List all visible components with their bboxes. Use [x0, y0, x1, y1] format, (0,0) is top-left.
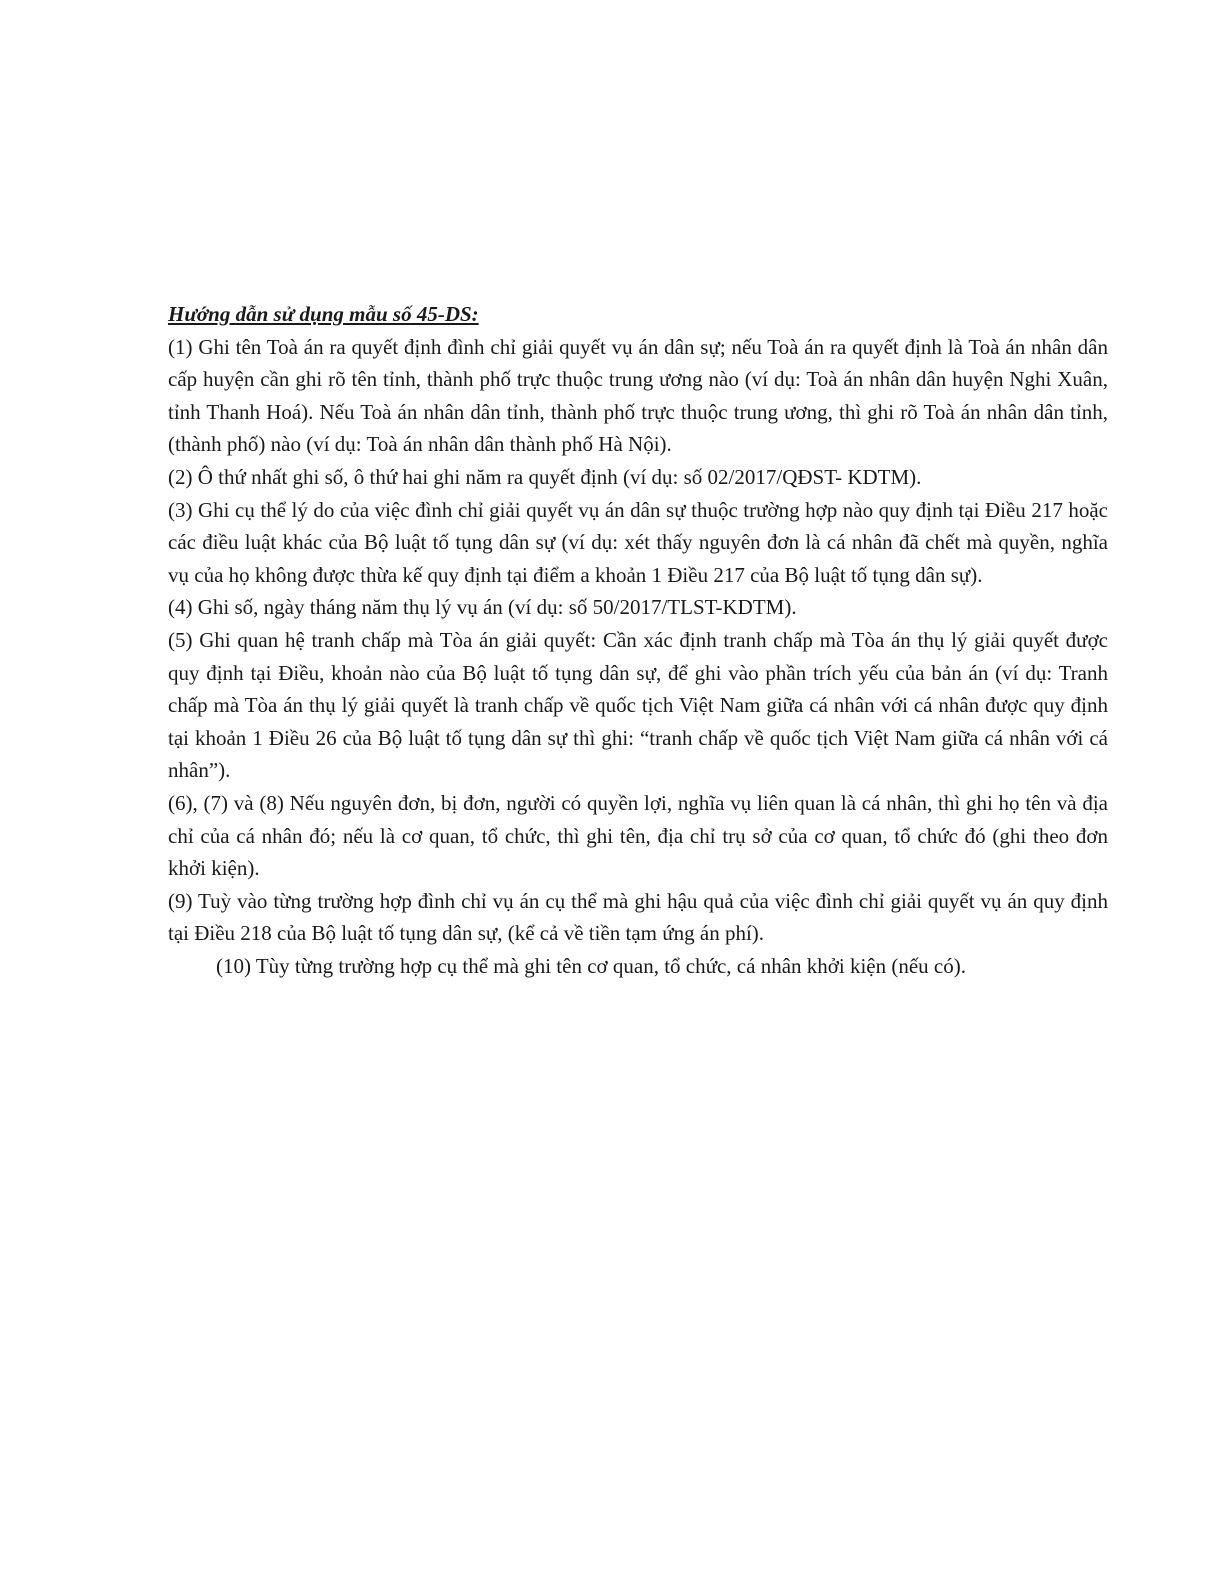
note-1: (1) Ghi tên Toà án ra quyết định đình chỉ giải quyết vụ án dân sự; nếu Toà án ra quyết định là Toà án nhân dân cấp huyện cần ghi rõ tên tỉnh, thành phố trực thuộc trung ương nào (ví dụ: Toà án nhân dân huyện Nghi Xuân, tỉnh Thanh Hoá). Nếu Toà án nhân dân tỉnh, thành phố trực thuộc trung ương, thì ghi rõ Toà án nhân dân tỉnh, (thành phố) nào (ví dụ: Toà án nhân dân thành phố Hà Nội). — [168, 334, 1108, 457]
note-2: (2) Ô thứ nhất ghi số, ô thứ hai ghi năm ra quyết định (ví dụ: số 02/2017/QĐST- KDTM). — [168, 464, 922, 489]
note-10: (10) Tùy từng trường hợp cụ thể mà ghi tên cơ quan, tổ chức, cá nhân khởi kiện (nếu có). — [216, 953, 966, 978]
instructions-section — [168, 298, 1108, 982]
instructions-heading: Hướng dẫn sử dụng mẫu số 45-DS: — [168, 302, 479, 326]
note-3: (3) Ghi cụ thể lý do của việc đình chỉ giải quyết vụ án dân sự thuộc trường hợp nào quy định tại Điều 217 hoặc các điều luật khác của Bộ luật tố tụng dân sự (ví dụ: xét thấy nguyên đơn là cá nhân đã chết mà quyền, nghĩa vụ của họ không được thừa kế quy định tại điểm a khoản 1 Điều 217 của Bộ luật tố tụng dân sự). — [168, 497, 1108, 587]
note-9: (9) Tuỳ vào từng trường hợp đình chỉ vụ án cụ thể mà ghi hậu quả của việc đình chỉ giải quyết vụ án quy định tại Điều 218 của Bộ luật tố tụng dân sự, (kể cả về tiền tạm ứng án phí). — [168, 888, 1108, 946]
note-5: (5) Ghi quan hệ tranh chấp mà Tòa án giải quyết: Cần xác định tranh chấp mà Tòa án thụ lý giải quyết được quy định tại Điều, khoản nào của Bộ luật tố tụng dân sự, để ghi vào phần trích yếu của bản án (ví dụ: Tranh chấp mà Tòa án thụ lý giải quyết là tranh chấp về quốc tịch Việt Nam giữa cá nhân với cá nhân được quy định tại khoản 1 Điều 26 của Bộ luật tố tụng dân sự thì ghi: “tranh chấp về quốc tịch Việt Nam giữa cá nhân với cá nhân”). — [168, 627, 1108, 783]
note-6-7-8: (6), (7) và (8) Nếu nguyên đơn, bị đơn, người có quyền lợi, nghĩa vụ liên quan là cá nhân, thì ghi họ tên và địa chỉ của cá nhân đó; nếu là cơ quan, tổ chức, thì ghi tên, địa chỉ trụ sở của cơ quan, tổ chức đó (ghi theo đơn khởi kiện). — [168, 790, 1108, 881]
note-4: (4) Ghi số, ngày tháng năm thụ lý vụ án (ví dụ: số 50/2017/TLST-KDTM). — [168, 595, 797, 620]
